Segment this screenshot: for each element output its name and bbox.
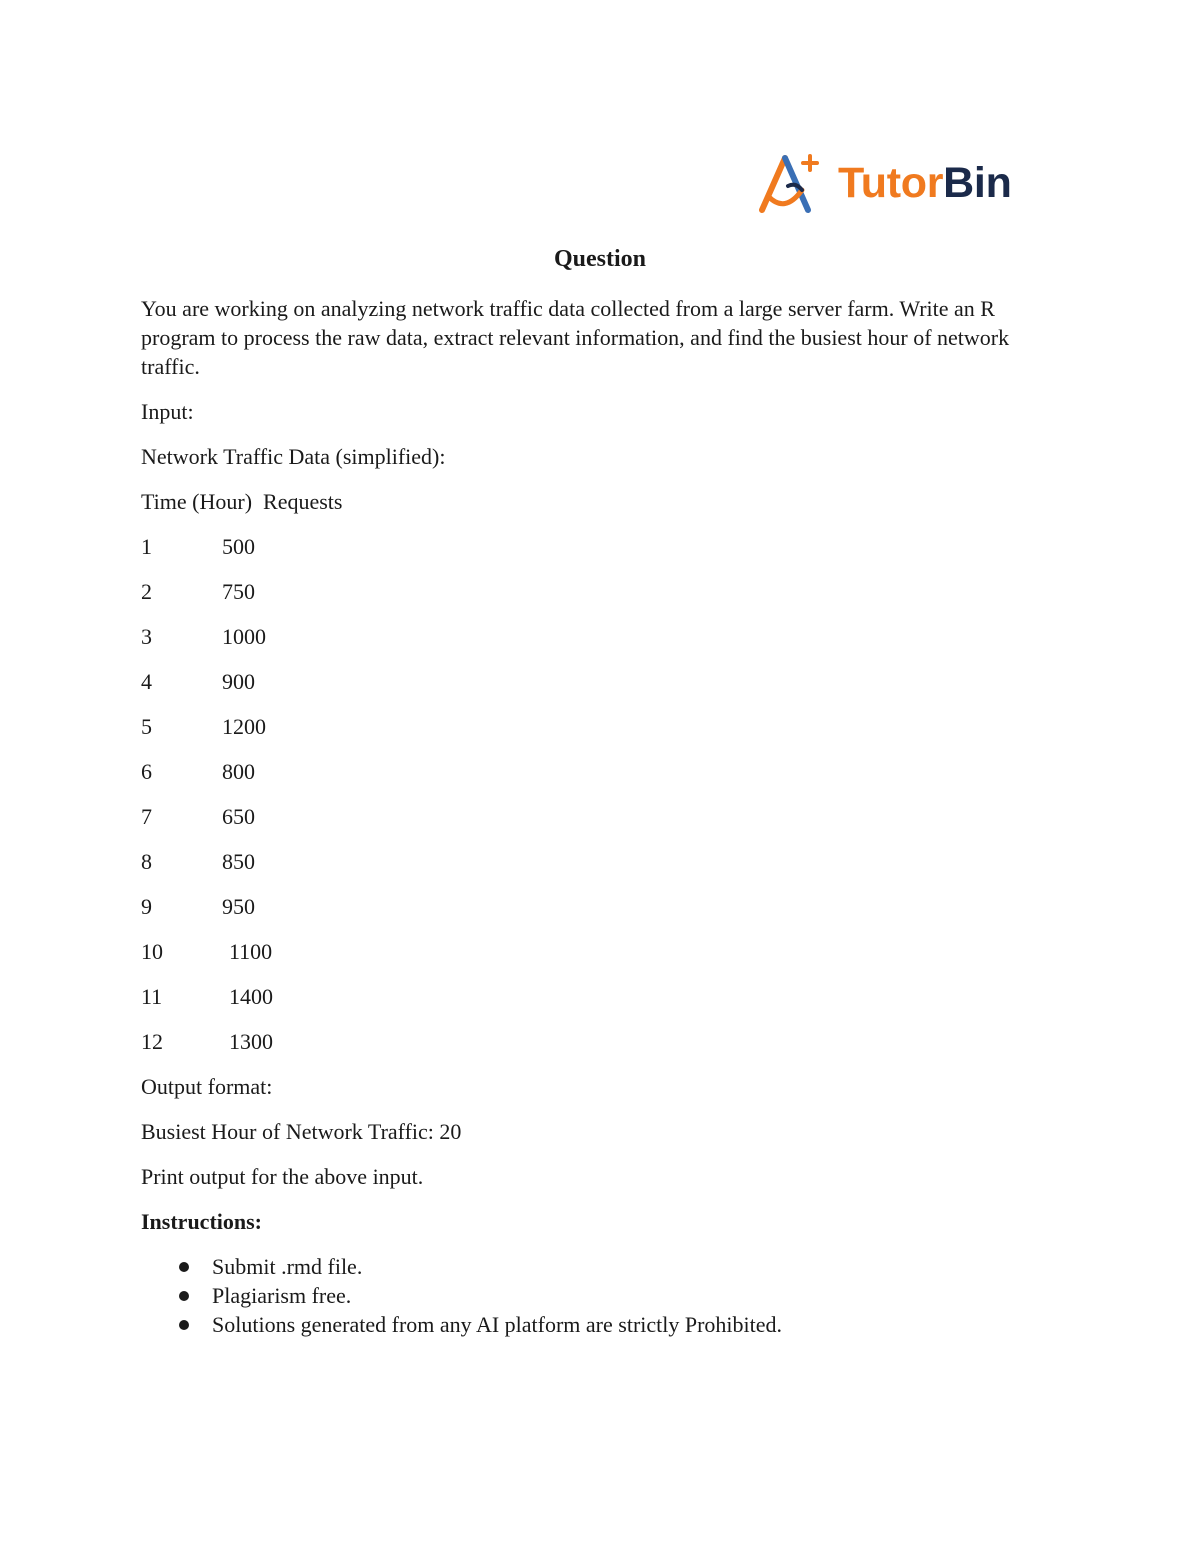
- requests-cell: 1400: [229, 984, 273, 1009]
- hour-cell: 5: [141, 714, 152, 739]
- instructions-list: [141, 1252, 1071, 1339]
- hour-cell: 12: [141, 1029, 163, 1054]
- hour-cell: 3: [141, 624, 152, 649]
- list-item: Solutions generated from any AI platform are strictly Prohibited.: [141, 1310, 1071, 1339]
- hour-cell: 4: [141, 669, 152, 694]
- requests-cell: 500: [222, 534, 255, 559]
- requests-cell: 800: [222, 759, 255, 784]
- hour-cell: 1: [141, 534, 152, 559]
- hour-cell: 6: [141, 759, 152, 784]
- table-row: [141, 1027, 1071, 1072]
- hour-cell: 2: [141, 579, 152, 604]
- output-example: Busiest Hour of Network Traffic: 20: [141, 1119, 462, 1144]
- hour-cell: 10: [141, 939, 163, 964]
- table-row: [141, 937, 1071, 982]
- print-instruction: Print output for the above input.: [141, 1164, 424, 1189]
- table-row: [141, 757, 1071, 802]
- table-header: Time (Hour) Requests: [141, 489, 343, 514]
- hour-cell: 11: [141, 984, 163, 1009]
- tutorbin-logo-icon: [758, 152, 822, 214]
- hour-cell: 7: [141, 804, 152, 829]
- list-item: Plagiarism free.: [141, 1281, 1071, 1310]
- requests-cell: 950: [222, 894, 255, 919]
- requests-cell: 900: [222, 669, 255, 694]
- question-body: [141, 294, 1071, 1339]
- traffic-table: [141, 532, 1071, 1072]
- logo-text-bin: Bin: [943, 158, 1012, 207]
- requests-cell: 1000: [222, 624, 266, 649]
- input-label: Input:: [141, 399, 194, 424]
- intro-paragraph: You are working on analyzing network traffic data collected from a large server farm. Write an R program to process the raw data, extract relevant information, and find the busiest hour of network traffic.: [141, 296, 1010, 379]
- table-row: [141, 532, 1071, 577]
- output-label: Output format:: [141, 1074, 273, 1099]
- table-row: [141, 982, 1071, 1027]
- requests-cell: 650: [222, 804, 255, 829]
- requests-cell: 1300: [229, 1029, 273, 1054]
- requests-cell: 1200: [222, 714, 266, 739]
- requests-cell: 850: [222, 849, 255, 874]
- page-title: Question: [553, 246, 646, 272]
- requests-cell: 750: [222, 579, 255, 604]
- list-item: Submit .rmd file.: [141, 1252, 1071, 1281]
- table-row: [141, 892, 1071, 937]
- requests-cell: 1100: [229, 939, 273, 964]
- data-label: Network Traffic Data (simplified):: [141, 444, 446, 469]
- table-row: [141, 712, 1071, 757]
- hour-cell: 8: [141, 849, 152, 874]
- tutorbin-logo: [758, 152, 1012, 214]
- table-row: [141, 622, 1071, 667]
- instructions-heading: Instructions:: [141, 1209, 263, 1234]
- hour-cell: 9: [141, 894, 152, 919]
- table-row: [141, 667, 1071, 712]
- table-row: [141, 577, 1071, 622]
- logo-text-tutor: Tutor: [838, 158, 944, 207]
- table-row: [141, 802, 1071, 847]
- logo-wordmark: [838, 158, 1012, 207]
- table-row: [141, 847, 1071, 892]
